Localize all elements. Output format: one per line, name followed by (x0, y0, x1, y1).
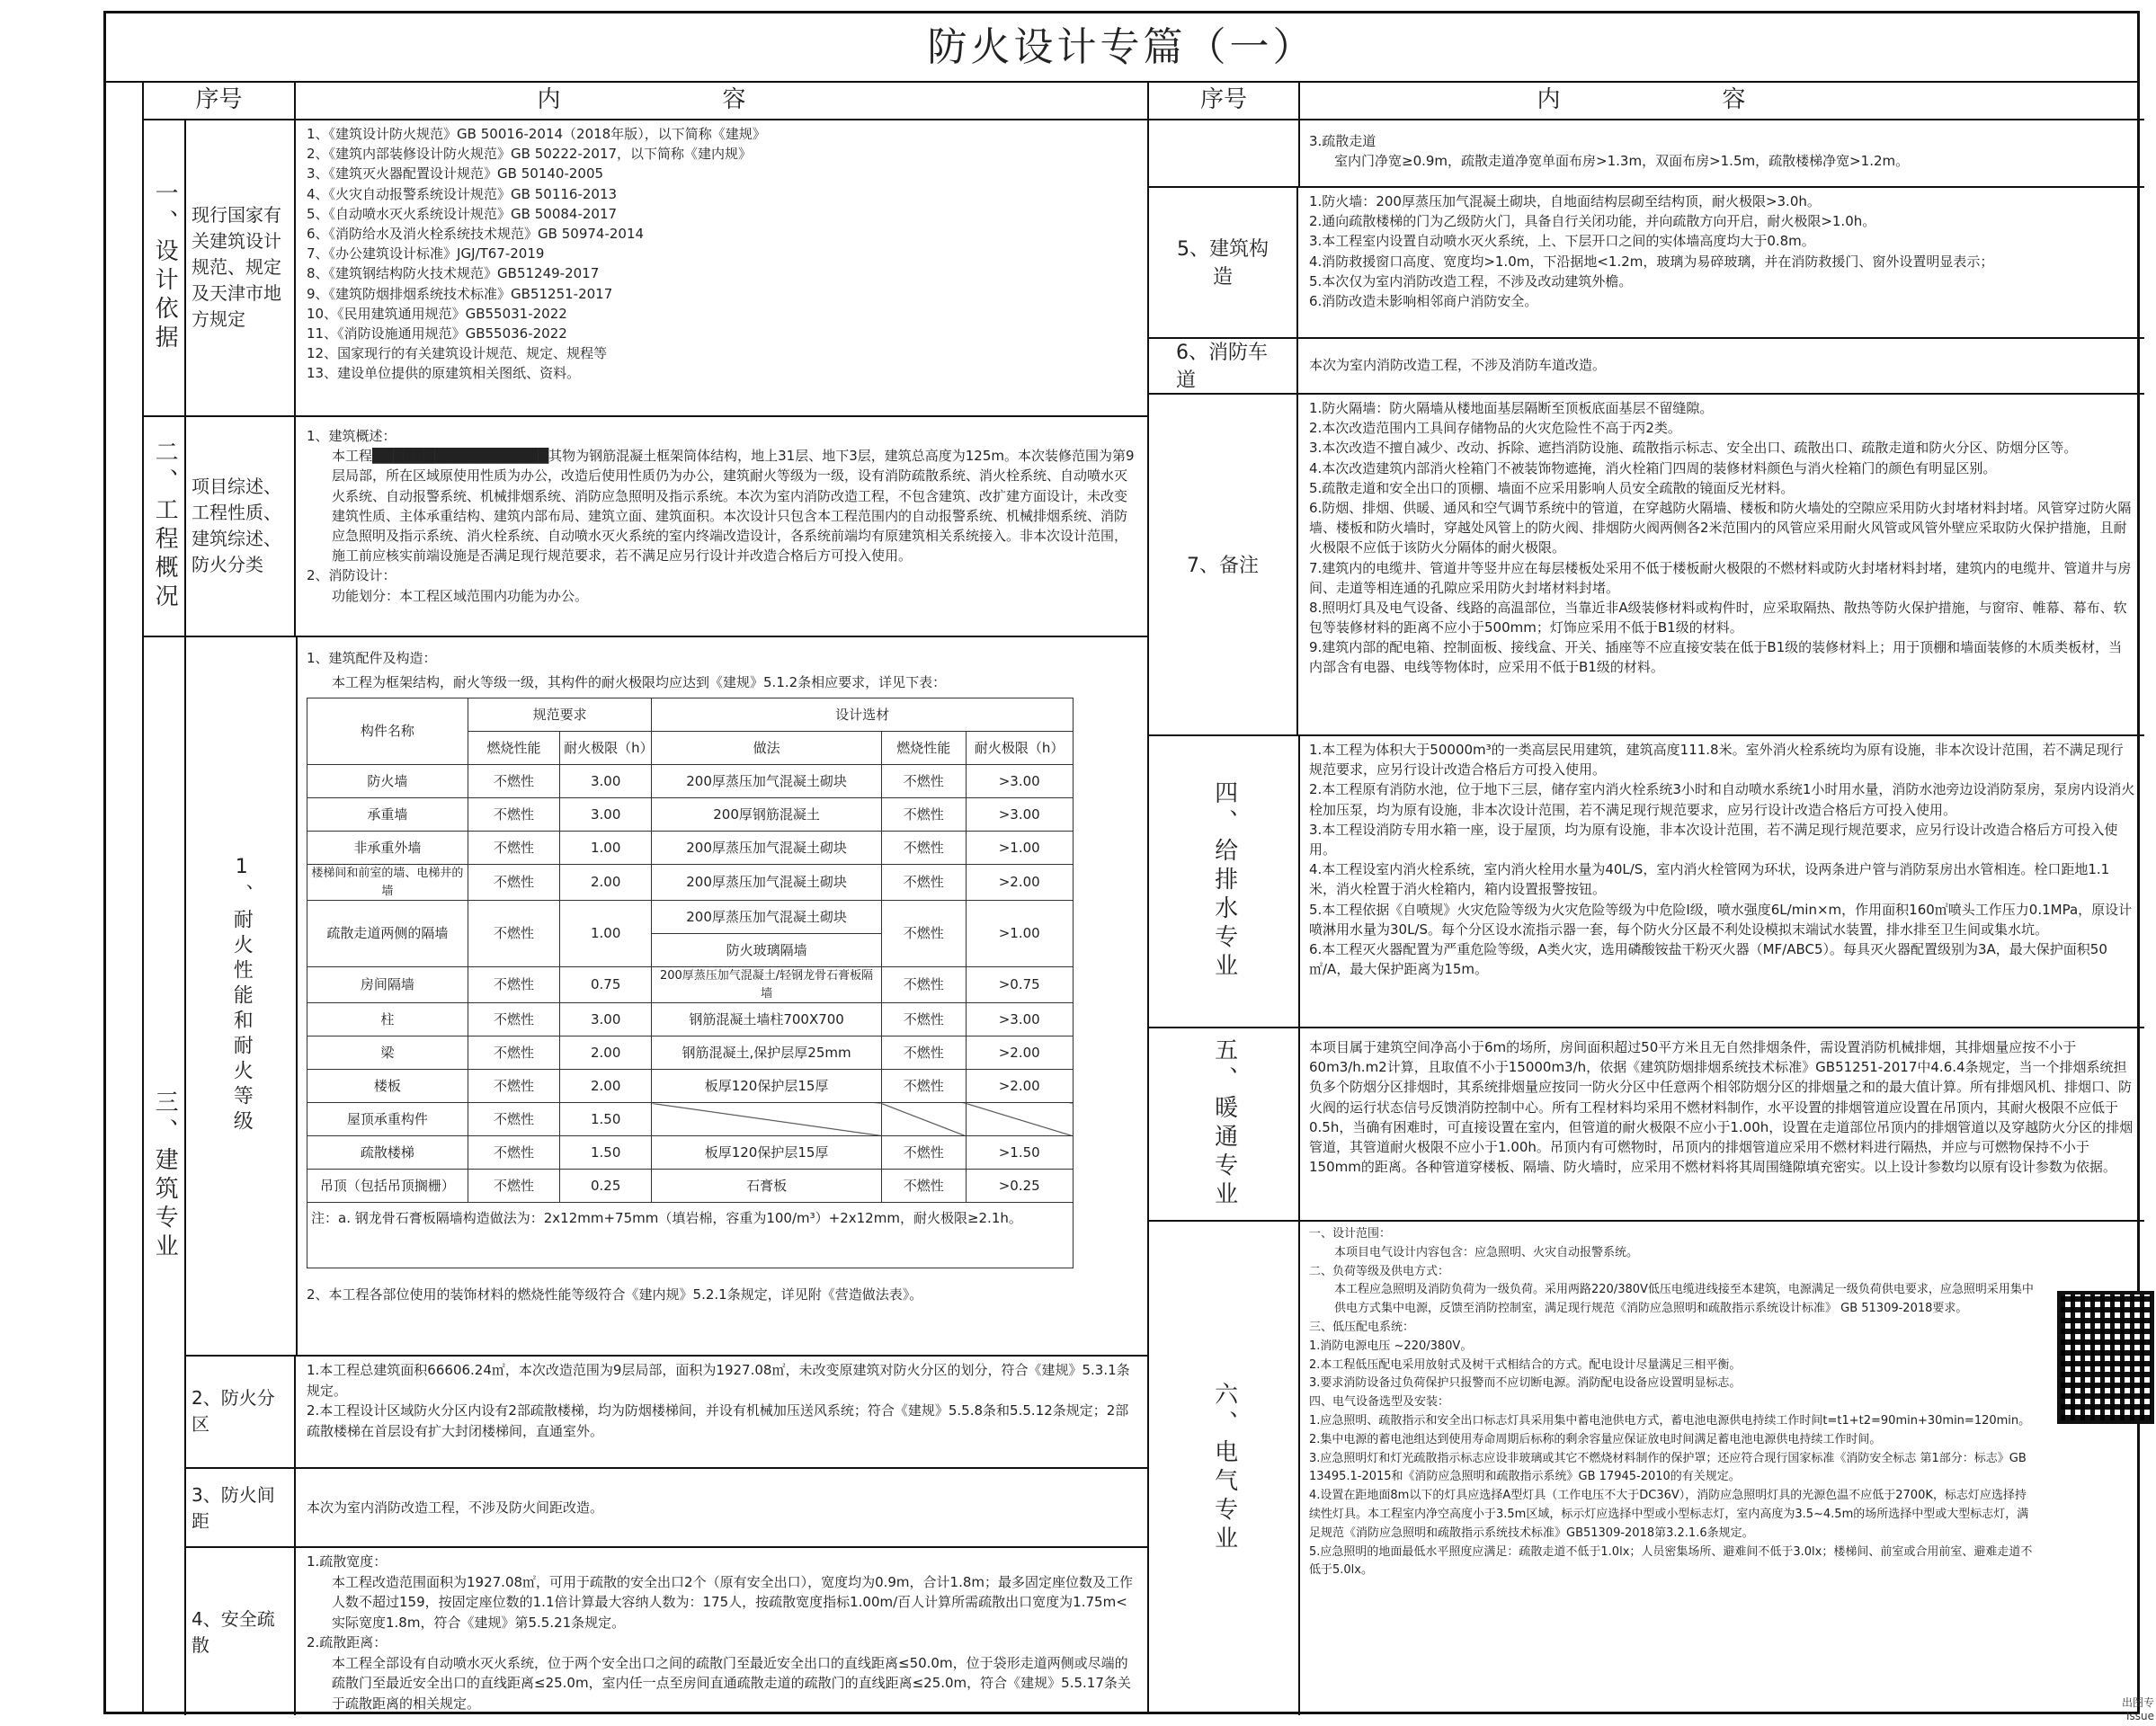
design-basis-list (298, 119, 1149, 415)
list-item: 2、《建筑内部装修设计防火规范》GB 50222-2017，以下简称《建内规》 (307, 146, 753, 163)
subsection-title: 4、安全疏散 (186, 1546, 296, 1715)
cell: 楼板 (307, 1070, 468, 1103)
cell: 不燃性 (881, 1036, 966, 1070)
table-row (307, 1036, 1074, 1070)
list-item: 2.本次改造范围内工具间存储物品的火灾危险性不高于丙2类。 (1309, 420, 1681, 437)
cell: 1.50 (560, 1103, 652, 1136)
cell: >3.00 (966, 798, 1073, 832)
list-item: 1、《建筑设计防火规范》GB 50016-2014（2018年版），以下简称《建规》 (307, 126, 766, 142)
list-item: 13、建设单位提供的原建筑相关图纸、资料。 (307, 365, 581, 382)
list-item: 3、《建筑灭火器配置设计规范》GB 50140-2005 (307, 165, 604, 182)
section-subtitle: 项目综述、工程性质、建筑综述、防火分类 (186, 415, 296, 636)
fire-resistance-table (307, 698, 1074, 1268)
col-header: 耐火极限（h） (966, 732, 1073, 765)
list-item: 2.本工程低压配电采用放射式及树干式相结合的方式。配电设计尽量满足三相平衡。 (1309, 1357, 1742, 1372)
list-item: 4.本次改造建筑内部消火栓箱门不被装饰物遮掩，消火栓箱门四周的装修材料颜色与消火栓箱门的颜色有明显区别。 (1309, 459, 1997, 476)
paragraph: 本次为室内消防改造工程，不涉及消防车道改造。 (1309, 356, 1607, 373)
list-item: 9、《建筑防烟排烟系统技术标准》GB51251-2017 (307, 285, 613, 302)
section-plumbing (1149, 734, 2144, 1028)
seq-header: 序号 (144, 81, 296, 119)
cell: 3.00 (560, 798, 652, 832)
col-header: 构件名称 (307, 698, 468, 765)
empty-cell (652, 1103, 882, 1136)
section-remarks (1149, 393, 2144, 736)
list-item: 3.要求消防设备过负荷保护只报警而不应切断电源。消防配电设备应设置明显标志。 (1309, 1376, 1742, 1391)
cell: 2.00 (560, 1070, 652, 1103)
section-hvac (1149, 1027, 2144, 1222)
cell: >2.00 (966, 1070, 1073, 1103)
list-item: 4.本工程设室内消火栓系统，室内消火栓用水量为40L/S，室内消火栓管网为环状，设两条进户管与消防泵房出水管相连。栓口距地1.1米，消火栓置于消火栓箱内，箱内设置报警按钮。 (1309, 861, 2110, 898)
issue-label-en: Issue (2125, 1709, 2154, 1722)
cell: >2.00 (966, 865, 1073, 901)
cell: 屋顶承重构件 (307, 1103, 468, 1136)
table-row (307, 765, 1074, 798)
cell: 疏散楼梯 (307, 1136, 468, 1170)
cell: 不燃性 (881, 798, 966, 832)
cell: 钢筋混凝土墙柱700X700 (652, 1003, 882, 1036)
paragraph: 本工程为框架结构，耐火等级一级，其构件的耐火极限均应达到《建规》5.1.2条相应要求，详见下表： (332, 673, 947, 690)
paragraph: 本次为室内消防改造工程，不涉及防火间距改造。 (307, 1499, 604, 1516)
list-item: 一、设计范围： (1309, 1227, 1392, 1241)
cell: 不燃性 (881, 1170, 966, 1203)
table-note: 注：a. 钢龙骨石膏板隔墙构造做法为：2x12mm+75mm（填岩棉，容重为100/m³）+2x12mm，耐火极限≥2.1h。 (307, 1203, 1074, 1268)
list-item: 4、《火灾自动报警系统设计规范》GB 50116-2013 (307, 185, 618, 202)
cell: 非承重外墙 (307, 832, 468, 865)
right-header (1149, 81, 2144, 120)
cell: 不燃性 (881, 865, 966, 901)
cell: 不燃性 (468, 798, 559, 832)
list-item: 1.本工程为体积大于50000m³的一类高层民用建筑，建筑高度111.8米。室外消火栓系统均为原有设施，非本次设计范围，若不满足现行规范要求，应另行设计改造合格后方可投入使用。 (1309, 742, 2124, 778)
paragraph: 2、消防设计： (307, 567, 396, 584)
list-item: 三、低压配电系统： (1309, 1320, 1415, 1334)
col-header: 燃烧性能 (881, 732, 966, 765)
section-number: 7、备注 (1149, 393, 1298, 734)
list-item: 6.防烟、排烟、供暖、通风和空气调节系统中的管道，在穿越防火隔墙、楼板和防火墙处的空隙应采用防火封堵材料封堵。风管穿过防火隔墙、楼板和防火墙时，穿越处风管上的防火阀、排烟防火阀两侧各2米范围内的风管应采用耐火风管或风管外壁应采取防火保护措施，且耐火极限不应低于该防火分隔体的耐火极限。 (1309, 499, 2132, 556)
list-item: 6、《消防给水及消火栓系统技术规范》GB 50974-2014 (307, 225, 645, 242)
cell: 200厚蒸压加气混凝土砌块 (652, 865, 882, 901)
cell: 不燃性 (881, 1136, 966, 1170)
cell: 不燃性 (881, 967, 966, 1003)
paragraph: 本工程改造范围面积为1927.08㎡，可用于疏散的安全出口2个（原有安全出口），宽度均为0.9m，合计1.8m；最多固定座位数及工作人数不超过159，按固定座位数的1.1倍计算最大容纳人数为：175人，按疏散宽度指标1.00m/百人计算所需疏散出口宽度为1.75m<实际宽度1.8m，符合《建规》第5.5.21条规定。 (332, 1573, 1134, 1631)
cell: >3.00 (966, 1003, 1073, 1036)
paragraph: 1.本工程总建筑面积66606.24㎡，本次改造范围为9层局部，面积为1927.08㎡，未改变原建筑对防火分区的划分，符合《建规》5.3.1条规定。 (307, 1362, 1130, 1399)
list-item: 11、《消防设施通用规范》GB55036-2022 (307, 325, 567, 342)
cell: 不燃性 (881, 765, 966, 798)
table-row (307, 1136, 1074, 1170)
fire-resistance-block (186, 636, 1149, 1357)
cell: 200厚蒸压加气混凝土砌块 (652, 765, 882, 798)
cell: 房间隔墙 (307, 967, 468, 1003)
paragraph: 2、本工程各部位使用的装饰材料的燃烧性能等级符合《建内规》5.2.1条规定，详见附《营造做法表》。 (307, 1286, 923, 1303)
cell: 不燃性 (468, 1136, 559, 1170)
paragraph: 2.疏散距离： (307, 1634, 388, 1650)
paragraph: 本工程全部设有自动喷水灭火系统，位于两个安全出口之间的疏散门至最近安全出口的直线距离≤50.0m，位于袋形走道两侧或尽端的疏散门至最近安全出口的直线距离≤25.0m，室内任一点至房间直通疏散走道的疏散门的直线距离≤25.0m，符合《建规》5.5.17条关于疏散距离的相关规定。 (332, 1654, 1131, 1712)
cell: 疏散走道两侧的隔墙 (307, 901, 468, 967)
subsection-title: 3、防火间距 (186, 1467, 296, 1546)
cell: 200厚蒸压加气混凝土砌块 (652, 832, 882, 865)
list-item: 5.本次仅为室内消防改造工程，不涉及改动建筑外檐。 (1309, 272, 1633, 289)
cell: 梁 (307, 1036, 468, 1070)
cell: 不燃性 (468, 967, 559, 1003)
subsection-title: 1、耐火性能和耐火等级 (230, 855, 254, 1135)
cell: 0.25 (560, 1170, 652, 1203)
col-header: 设计选材 (652, 698, 1074, 732)
evacuation-block (186, 1546, 1149, 1715)
paragraph: 本工程█████████████████其物为钢筋混凝土框架筒体结构，地上31层、地下3层，建筑总高度为125m。本次装修范围为第9层局部，所在区域原使用性质为办公，改造后使用性质仍为办公，建筑耐火等级为一级，设有消防疏散系统、消火栓系统、自动喷水灭火系统、自动报警系统、机械排烟系统、消防应急照明及指示系统。本次为室内消防改造工程，不包含建筑、改扩建方面设计，未改变建筑性质、主体承重结构、建筑内部布局、建筑立面、建筑面积。本次设计只包含本工程范围内的自动报警系统、机械排烟系统、消防应急照明及指示系统、消火栓系统、自动喷水灭火系统的室内终端改造设计，各系统前端均有原建筑相关系统接入。非本次设计范围，施工前应核实前端设施是否满足现行规范要求，若不满足应另行设计并改造合格后方可投入使用。 (332, 448, 1135, 565)
section-subtitle: 现行国家有关建筑设计规范、规定及天津市地方规定 (186, 119, 296, 415)
cell: 不燃性 (468, 901, 559, 967)
left-column (142, 81, 1149, 1712)
paragraph: 2.本工程设计区域防火分区内设有2部疏散楼梯，均为防烟楼梯间，并设有机械加压送风系统；符合《建规》5.5.8条和5.5.12条规定；2部疏散楼梯在首层设有扩大封闭楼梯间，直通室外。 (307, 1402, 1129, 1439)
table-row (307, 901, 1074, 934)
section-number: 三、建筑专业 (151, 1089, 179, 1262)
table-row (307, 1003, 1074, 1036)
cell: 3.00 (560, 765, 652, 798)
paragraph: 3.疏散走道 (1309, 133, 1376, 149)
section-project-overview (144, 415, 1149, 637)
section-number: 5、建筑构造 (1149, 186, 1298, 337)
col-header: 规范要求 (468, 698, 651, 732)
section-construction (1149, 186, 2144, 339)
seq-header: 序号 (1149, 81, 1300, 119)
page-title: 防火设计专篇（一） (106, 13, 2137, 83)
section-number: 六、电气专业 (1210, 1381, 1238, 1554)
section-number: 一、设计依据 (151, 181, 179, 353)
table-row (307, 1103, 1074, 1136)
paragraph: 功能划分：本工程区域范围内功能为办公。 (332, 587, 589, 604)
list-item: 8.照明灯具及电气设备、线路的高温部位，当靠近非A级装修材料或构件时，应采取隔热、散热等防火保护措施，与窗帘、帷幕、幕布、软包等装修材料的距离不应小于500mm；灯饰应采用不低于B1级的材料。 (1309, 599, 2127, 636)
col-header: 燃烧性能 (468, 732, 559, 765)
list-item: 二、负荷等级及供电方式： (1309, 1264, 1450, 1278)
cell: 楼梯间和前室的墙、电梯井的墙 (307, 865, 468, 901)
cell: 钢筋混凝土,保护层厚25mm (652, 1036, 882, 1070)
cell: 柱 (307, 1003, 468, 1036)
right-column (1147, 81, 2144, 1712)
cell: 板厚120保护层15厚 (652, 1136, 882, 1170)
cell: 不燃性 (468, 1036, 559, 1070)
cell: 吊顶（包括吊顶搁栅） (307, 1170, 468, 1203)
fire-resistance-content (298, 636, 1149, 1355)
list-item: 7、《办公建筑设计标准》JGJ/T67-2019 (307, 245, 545, 262)
cell: 不燃性 (881, 1003, 966, 1036)
section-number: 五、暖通专业 (1210, 1036, 1238, 1210)
cell: 不燃性 (468, 832, 559, 865)
fire-compartment-block (186, 1355, 1149, 1469)
list-item: 6.消防改造未影响相邻商户消防安全。 (1309, 292, 1538, 309)
paragraph: 室内门净宽≥0.9m，疏散走道净宽单面布房>1.3m，双面布房>1.5m，疏散楼梯净宽>1.2m。 (1334, 153, 1910, 170)
cell: 板厚120保护层15厚 (652, 1070, 882, 1103)
table-row (307, 1070, 1074, 1103)
paragraph: 本项目属于建筑空间净高小于6m的场所，房间面积超过50平方米且无自然排烟条件，需设置消防机械排烟，其排烟量应按不小于60m3/h.m2计算，且取值不小于15000m3/h，依据《建筑防烟排烟系统技术标准》GB51251-2017中4.6.4条规定，当一个排烟系统担负多个防烟分区排烟时，其系统排烟量应按同一防火分区中任意两个相邻防烟分区的排烟量之和的最大值计算。所有排烟风机、排烟口、防火阀的运行状态信号反馈消防控制中心。所有工程材料均采用不燃材料制作，水平设置的排烟管道应设置在吊顶内，其耐火极限不应低于0.5h，当确有困难时，可直接设置在室内，但管道的耐火极限不应小于1.00h，设置在走道部位吊顶内的排烟管道以及穿越防火分区的排烟管道，其管道耐火极限不应小于1.00h。吊顶内有可燃物时，吊顶内的排烟管道应采用不燃材料进行隔热，并应与可燃物保持不小于150mm的距离。各种管道穿楼板、隔墙、防火墙时，应采用不燃材料将其周围缝隙填充密实。以上设计参数均以原有设计参数为依据。 (1309, 1039, 2134, 1176)
cell: 2.00 (560, 865, 652, 901)
cell: >1.00 (966, 832, 1073, 865)
cell: 不燃性 (468, 1003, 559, 1036)
list-item: 本项目电气设计内容包含：应急照明、火灾自动报警系统。 (1334, 1245, 1639, 1259)
list-item: 8、《建筑钢结构防火技术规范》GB51249-2017 (307, 265, 600, 282)
cell: 200厚钢筋混凝土 (652, 798, 882, 832)
col-header: 做法 (652, 732, 882, 765)
col-header: 耐火极限（h） (560, 732, 652, 765)
table-row (307, 1170, 1074, 1203)
list-item: 1.防火隔墙：防火隔墙从楼地面基层隔断至顶板底面基层不留缝隙。 (1309, 400, 1714, 416)
list-item: 2.通向疏散楼梯的门为乙级防火门，具备自行关闭功能，并向疏散方向开启，耐火极限>1.0h。 (1309, 213, 1876, 230)
list-item: 4.消防救援窗口高度、宽度均>1.0m，下沿据地<1.2m，玻璃为易碎玻璃，并在消防救援门、窗外设置明显表示； (1309, 253, 1994, 270)
section-design-basis (144, 119, 1149, 417)
cell: 2.00 (560, 1036, 652, 1070)
list-item: 10、《民用建筑通用规范》GB55031-2022 (307, 305, 567, 322)
list-item: 9.建筑内部的配电箱、控制面板、接线盒、开关、插座等不应直接安装在低于B1级的装修材料上；用于顶棚和墙面装修的木质类板材，当内部含有电器、电线等物体时，应采用不低于B1级的材料。 (1309, 639, 2123, 676)
cell: 不燃性 (881, 832, 966, 865)
list-item: 7.建筑内的电缆井、管道井等竖井应在每层楼板处采用不低于楼板耐火极限的不燃材料或防火封堵材料封堵，建筑内的电缆井、管道井与房间、走道等相连通的孔隙应采用防火封堵材料封堵。 (1309, 559, 2132, 596)
cell: 1.00 (560, 901, 652, 967)
drawing-sheet (103, 11, 2140, 1714)
list-item: 1.消防电源电压 ~220/380V。 (1309, 1339, 1473, 1353)
paragraph: 1、建筑概述： (307, 428, 396, 444)
list-item: 4.设置在距地面8m以下的灯具应选择A型灯具（工作电压不大于DC36V），消防应急照明灯具的光源色温不应低于2700K，标志灯应选择持续性灯具。本工程室内净空高度小于3.5m区域，标示灯应选择中型或小型标志灯，室内高度为3.5~4.5m的场所选择中型或大型标志灯，满足规范《消防应急照明和疏散指示系统技术标准》GB51309-2018第3.2.1.6条规定。 (1309, 1489, 2029, 1540)
list-item: 3.本工程设消防专用水箱一座，设于屋顶，均为原有设施，非本次设计范围，若不满足现行规范要求，应另行设计改造合格后方可投入使用。 (1309, 821, 2118, 858)
list-item: 3.应急照明灯和灯光疏散指示标志应设非玻璃或其它不燃烧材料制作的保护罩；还应符合现行国家标准《消防安全标志 第1部分：标志》GB 13495.1-2015和《消防应急照明和疏散指示系统》GB 17945-2010的有关规定。 (1309, 1451, 2027, 1484)
cell: 防火墙 (307, 765, 468, 798)
cell: 不燃性 (468, 1103, 559, 1136)
cell: 不燃性 (468, 1070, 559, 1103)
list-item: 12、国家现行的有关建筑设计规范、规定、规程等 (307, 345, 608, 362)
list-item: 2.本工程原有消防水池，位于地下三层，储存室内消火栓系统3小时和自动喷水系统1小时用水量，消防水池旁边设消防泵房，泵房内设消火栓加压泵，均为原有设施，非本次设计范围，若不满足现行规范要求，应另行设计改造合格后方可投入使用。 (1309, 781, 2135, 818)
section-number: 二、工程概况 (151, 439, 179, 612)
cell: 0.75 (560, 967, 652, 1003)
cell: 石膏板 (652, 1170, 882, 1203)
section-number: 6、消防车道 (1149, 337, 1298, 393)
project-overview-text (298, 415, 1149, 636)
list-item: 1.应急照明、疏散指示和安全出口标志灯具采用集中蓄电池供电方式，蓄电池电源供电持续工作时间t=t1+t2=90min+30min=120min。 (1309, 1413, 2031, 1428)
cell: 承重墙 (307, 798, 468, 832)
list-item: 6.本工程灭火器配置为严重危险等级，A类火灾，选用磷酸铵盐干粉灭火器（MF/ABC5）。每具灭火器配置级别为3A，最大保护面积50㎡/A，最大保护距离为15m。 (1309, 940, 2107, 978)
list-item: 5.应急照明的地面最低水平照度应满足：疏散走道不低于1.0lx；人员密集场所、避难间不低于3.0lx；楼梯间、前室或合用前室、避难走道不低于5.0lx。 (1309, 1544, 2033, 1578)
section-electrical (1149, 1220, 2144, 1715)
issue-label: 出图专 (2121, 1696, 2154, 1710)
cell: 不燃性 (881, 1070, 966, 1103)
content-header: 内容 (537, 86, 908, 113)
cell: >0.25 (966, 1170, 1073, 1203)
table-row (307, 967, 1074, 1003)
cell: 不燃性 (468, 865, 559, 901)
issue-stamp (2122, 1696, 2154, 1722)
list-item: 5、《自动喷水灭火系统设计规范》GB 50084-2017 (307, 205, 618, 222)
cell: 不燃性 (468, 765, 559, 798)
cell: >0.75 (966, 967, 1073, 1003)
section-corridor (1149, 119, 2144, 188)
content-header: 内容 (1537, 86, 1908, 113)
cell: 防火玻璃隔墙 (652, 934, 882, 967)
cell: 不燃性 (468, 1170, 559, 1203)
list-item: 1.防火墙：200厚蒸压加气混凝土砌块，自地面结构层砌至结构顶，耐火极限>3.0h。 (1309, 193, 1821, 209)
cell: 200厚蒸压加气混凝土砌块 (652, 901, 882, 934)
cell: 1.50 (560, 1136, 652, 1170)
cell: >2.00 (966, 1036, 1073, 1070)
table-row (307, 865, 1074, 901)
cell: >1.50 (966, 1136, 1073, 1170)
table-row (307, 1203, 1074, 1268)
empty-cell (881, 1103, 966, 1136)
section-number: 四、给排水专业 (1210, 779, 1238, 982)
cell: 200厚蒸压加气混凝土/轻钢龙骨石膏板隔墙 (652, 967, 882, 1003)
list-item: 本工程应急照明及消防负荷为一级负荷。采用两路220/380V低压电缆进线接至本建筑，电源满足一级负荷供电要求，应急照明采用集中供电方式集中电源，反馈至消防控制室，满足现行规范《消防应急照明和疏散指示系统设计标准》 GB 51309-2018要求。 (1334, 1283, 2034, 1316)
fire-spacing-block (186, 1467, 1149, 1548)
cell: >1.00 (966, 901, 1073, 967)
cell: 1.00 (560, 832, 652, 865)
paragraph: 1.疏散宽度： (307, 1553, 388, 1570)
cell: 3.00 (560, 1003, 652, 1036)
cell: 不燃性 (881, 901, 966, 967)
table-row (307, 798, 1074, 832)
list-item: 2.集中电源的蓄电池组达到使用寿命周期后标称的剩余容量应保证放电时间满足蓄电池电源供电持续工作时间。 (1309, 1432, 1882, 1446)
list-item: 四、电气设备选型及安装： (1309, 1395, 1450, 1410)
table-row (307, 832, 1074, 865)
qr-code-icon (2057, 1291, 2154, 1424)
section-architecture (144, 636, 1149, 1715)
left-header (144, 81, 1149, 120)
subsection-title: 2、防火分区 (186, 1355, 296, 1467)
list-item: 3.本工程室内设置自动喷水灭火系统，上、下层开口之间的实体墙高度均大于0.8m。 (1309, 233, 1815, 250)
list-item: 3.本次改造不擅自减少、改动、拆除、遮挡消防设施、疏散指示标志、安全出口、疏散出口、疏散走道和防火分区、防烟分区等。 (1309, 440, 2078, 457)
cell: >3.00 (966, 765, 1073, 798)
list-item: 5.本工程依据《自喷规》火灾危险等级为火灾危险等级为中危险I级，喷水强度6L/min×m，作用面积160㎡喷头工作压力0.1MPa，原设计喷淋用水量为30L/S。每个分区设水流指示器一套，每个防火分区最不利处设模拟末端试水装置，排水排至卫生间或集水坑。 (1309, 901, 2133, 938)
paragraph: 1、建筑配件及构造： (307, 650, 437, 666)
section-fire-lane (1149, 337, 2144, 395)
empty-cell (966, 1103, 1073, 1136)
list-item: 5.疏散走道和安全出口的顶棚、墙面不应采用影响人员安全疏散的镜面反光材料。 (1309, 479, 1795, 496)
